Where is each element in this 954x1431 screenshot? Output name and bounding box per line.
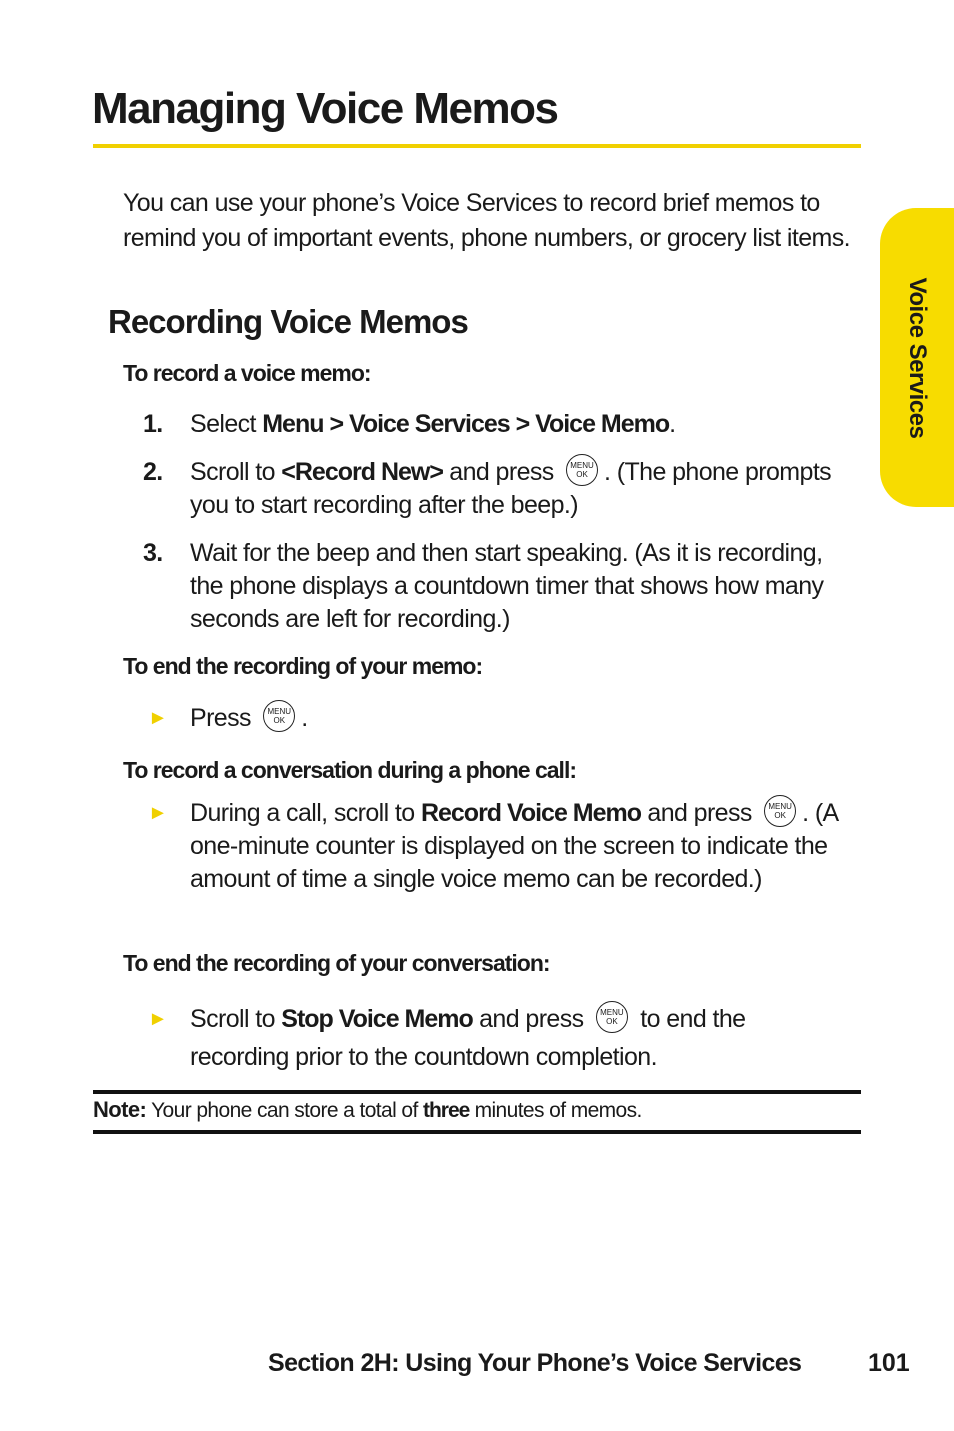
stop-voice-memo-option: Stop Voice Memo (281, 1005, 473, 1033)
page-title: Managing Voice Memos (92, 84, 558, 133)
note-bottom-rule (93, 1130, 861, 1134)
note-top-rule (93, 1090, 861, 1094)
page-number: 101 (868, 1349, 910, 1377)
step-2: 2. Scroll to <Record New> and press MENU OK . (The phone prompts you to start recording after the beep.) (123, 456, 843, 522)
bullet-arrow-icon: ► (148, 802, 168, 824)
section-side-tab (880, 208, 954, 507)
side-tab-label: Voice Services (904, 277, 931, 439)
intro-paragraph: You can use your phone’s Voice Services to record brief memos to remind you of important events, phone numbers, or grocery list items. (123, 189, 850, 252)
step-number: 3. (143, 539, 163, 567)
record-memo-label: To record a voice memo: (123, 360, 371, 386)
menu-ok-key-icon: MENU OK (764, 795, 796, 827)
step-number: 2. (143, 458, 163, 486)
record-voice-memo-option: Record Voice Memo (420, 799, 642, 827)
end-conversation-label: To end the recording of your conversation: (123, 950, 550, 976)
menu-path: Menu > Voice Services > Voice Memo (262, 410, 670, 438)
title-underline (93, 144, 861, 148)
record-new-option: <Record New> (281, 458, 443, 486)
record-call-label: To record a conversation during a phone call: (123, 757, 576, 783)
bullet-arrow-icon: ► (148, 1008, 168, 1030)
footer-section-title: Section 2H: Using Your Phone’s Voice Services (268, 1349, 802, 1377)
end-memo-instruction: ► Press MENU OK . (123, 702, 843, 735)
menu-ok-key-icon: MENU OK (263, 700, 295, 732)
step-1: 1. Select Menu > Voice Services > Voice Memo. (123, 408, 843, 441)
step-number: 1. (143, 410, 163, 438)
menu-ok-key-icon: MENU OK (596, 1001, 628, 1033)
end-memo-label: To end the recording of your memo: (123, 653, 483, 679)
menu-ok-key-icon: MENU OK (566, 454, 598, 486)
step-3: 3. Wait for the beep and then start speaking. (As it is recording, the phone displays a countdown timer that shows how many seconds are left for recording.) (143, 539, 824, 633)
note-label: Note: (93, 1097, 147, 1122)
section-heading: Recording Voice Memos (108, 303, 468, 340)
bullet-arrow-icon: ► (148, 707, 168, 729)
note: Note: Your phone can store a total of three minutes of memos. (93, 1097, 642, 1122)
record-call-instruction: ► During a call, scroll to Record Voice Memo and press MENU OK . (A one-minute counter is displayed on the screen to indicate the amount of time a single voice memo can be recorded.) (123, 797, 843, 896)
end-conversation-instruction: ► Scroll to Stop Voice Memo and press MENU OK to end the recording prior to the countdown completion. (123, 1000, 843, 1076)
